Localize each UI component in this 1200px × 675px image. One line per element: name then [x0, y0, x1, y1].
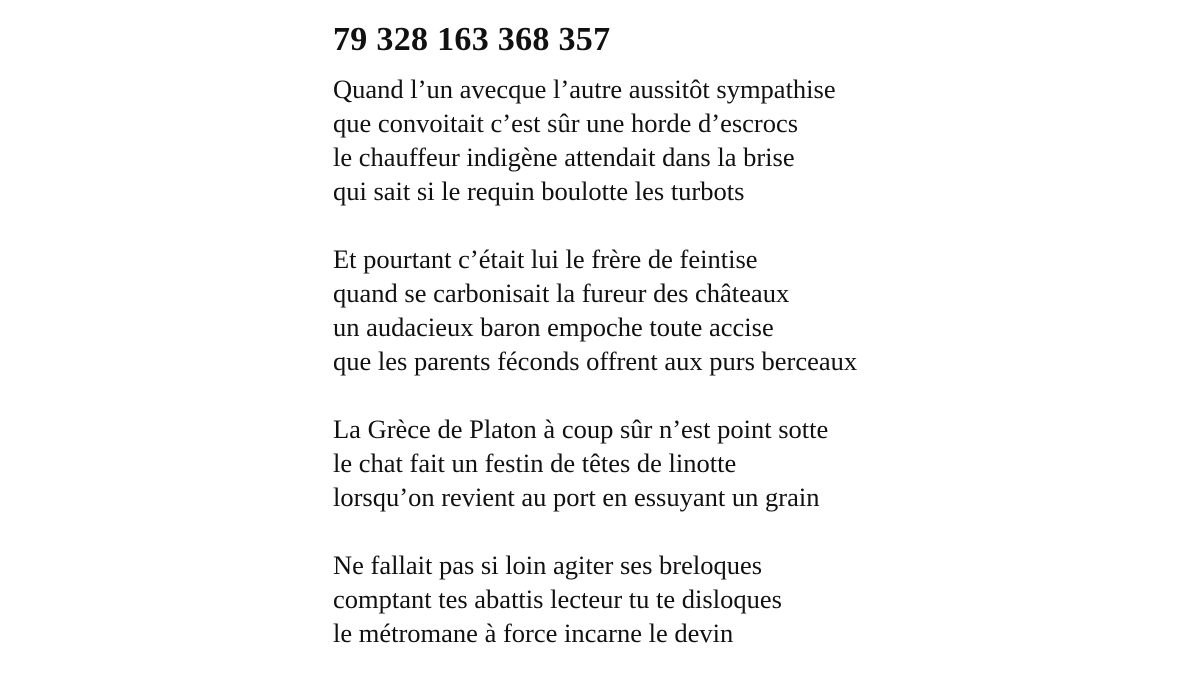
poem-line: le chauffeur indigène attendait dans la brise [333, 142, 795, 172]
poem-line: qui sait si le requin boulotte les turbots [333, 176, 745, 206]
stanza-4 [333, 548, 1153, 650]
stanza-2 [333, 242, 1153, 378]
poem-line: lorsqu’on revient au port en essuyant un grain [333, 482, 820, 512]
poem-title: 79 328 163 368 357 [333, 21, 611, 58]
poem-line: que les parents féconds offrent aux purs berceaux [333, 346, 858, 376]
poem-line: le chat fait un festin de têtes de linotte [333, 448, 737, 478]
poem-line: le métromane à force incarne le devin [333, 618, 734, 648]
poem-line: quand se carbonisait la fureur des châteaux [333, 278, 790, 308]
poem-line: un audacieux baron empoche toute accise [333, 312, 774, 342]
poem-line: La Grèce de Platon à coup sûr n’est point sotte [333, 414, 829, 444]
poem-line: Quand l’un avecque l’autre aussitôt sympathise [333, 74, 836, 104]
poem-line: Et pourtant c’était lui le frère de feintise [333, 244, 758, 274]
poem-line: comptant tes abattis lecteur tu te disloques [333, 584, 782, 614]
poem-line: Ne fallait pas si loin agiter ses breloques [333, 550, 763, 580]
poem-page [333, 18, 1153, 650]
stanza-3 [333, 412, 1153, 514]
poem-line: que convoitait c’est sûr une horde d’escrocs [333, 108, 799, 138]
stanza-1 [333, 72, 1153, 208]
